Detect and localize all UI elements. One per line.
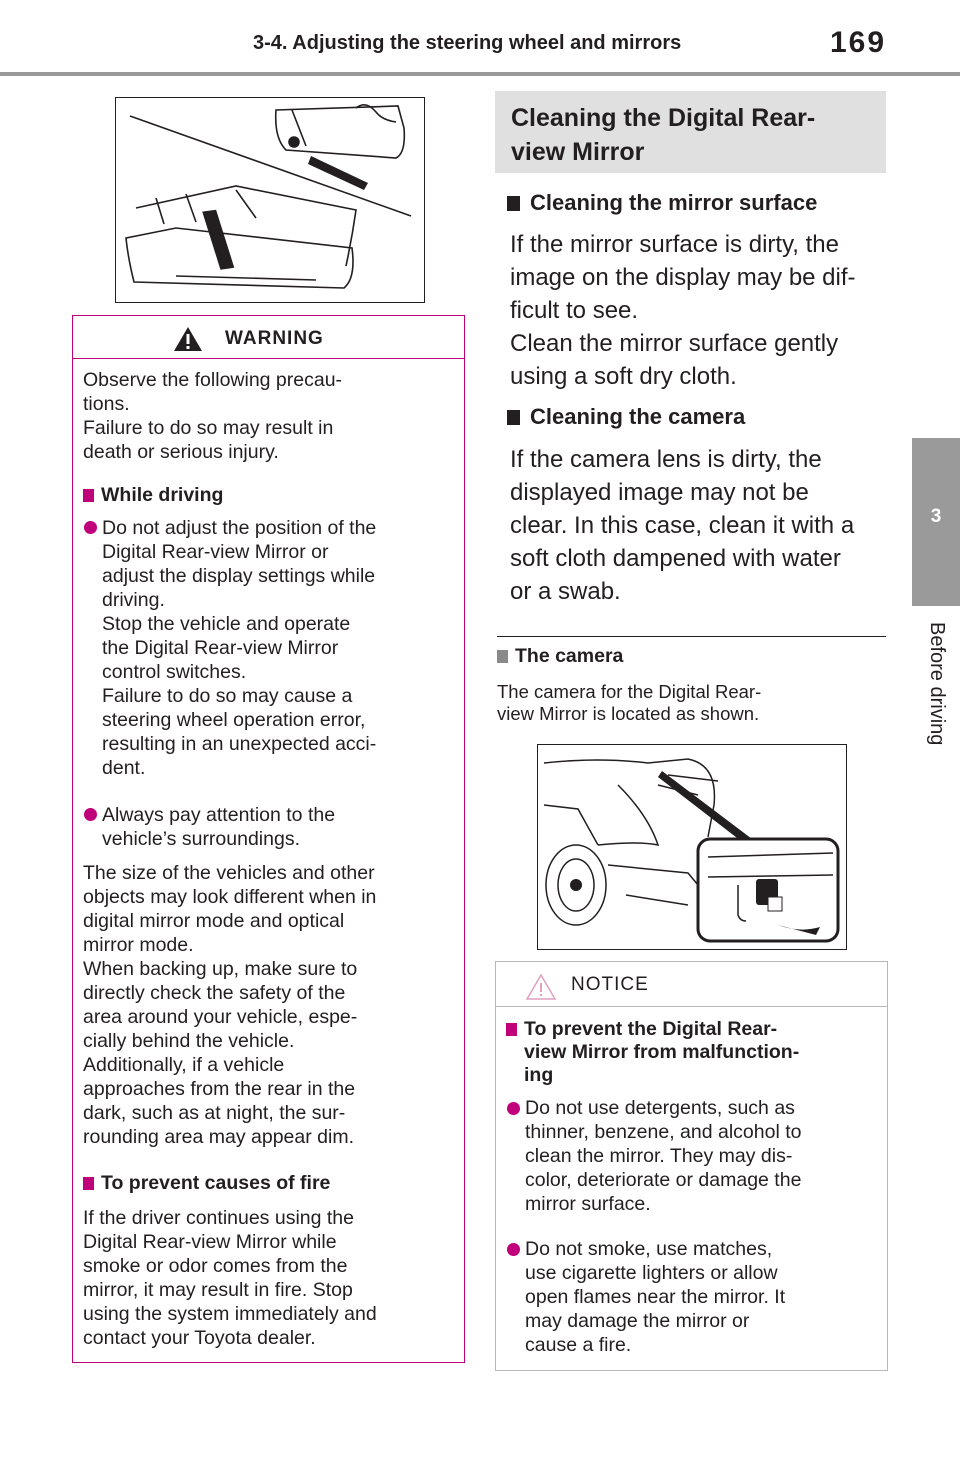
warning-intro: Observe the following precau- tions. Failure to do so may result in death or serious injury. — [83, 369, 343, 463]
subheading-camera: Cleaning the camera — [507, 404, 745, 430]
bullet-dot-icon — [84, 521, 97, 534]
header-rule — [0, 72, 960, 76]
square-bullet-icon — [507, 410, 520, 425]
note-heading: The camera — [497, 645, 623, 668]
notice-box — [495, 961, 888, 1371]
warning-bullet-2: Always pay attention to the vehicle’s surroundings. — [102, 804, 336, 850]
page-number: 169 — [830, 26, 887, 59]
warning-paragraph: The size of the vehicles and other objects may look different when in digital mirror mode and optical mirror mode. When backing up, make sure to directly check the safety of the area around your vehicle, espe- cially behind the vehicle. Additionally, if a vehicle approaches from the rear in the dark, such as at night, the sur- rounding area may appear dim. — [83, 862, 377, 1148]
divider — [497, 636, 886, 637]
warning-box — [72, 315, 465, 1363]
notice-title: NOTICE — [571, 974, 649, 995]
warning-subheading-driving: While driving — [83, 484, 223, 507]
warning-triangle-icon — [173, 326, 203, 352]
square-bullet-icon — [497, 650, 508, 663]
warning-subheading-fire: To prevent causes of fire — [83, 1172, 330, 1195]
warning-bullet-1: Do not adjust the position of the Digital Rear-view Mirror or adjust the display settings while driving. Stop the vehicle and operate the Digital Rear-view Mirror control switches. Failure to do so may cause a steering wheel operation error, resulting in an unexpected acci- dent. — [102, 517, 377, 779]
warning-fire-paragraph: If the driver continues using the Digital Rear-view Mirror while smoke or odor comes from the mirror, it may result in fire. Stop using the system immediately and contact your Toyota dealer. — [83, 1207, 377, 1349]
square-bullet-icon — [507, 196, 520, 211]
section-heading-box — [495, 91, 886, 173]
square-bullet-icon — [83, 1177, 94, 1190]
mirror-illustration — [115, 97, 425, 303]
notice-bullet-2: Do not smoke, use matches, use cigarette lighters or allow open flames near the mirror. It may damage the mirror or cause a fire. — [525, 1238, 786, 1356]
notice-subheading: To prevent the Digital Rear- view Mirror from malfunction- ing — [506, 1018, 799, 1087]
bullet-dot-icon — [507, 1243, 520, 1256]
notice-triangle-icon — [526, 974, 556, 1000]
running-header: 3-4. Adjusting the steering wheel and mirrors — [253, 32, 682, 54]
mirror-surface-text: If the mirror surface is dirty, the image on the display may be dif- ficult to see. Clean the mirror surface gently using a soft dry cloth. — [510, 231, 856, 390]
notice-header — [496, 962, 887, 1007]
warning-title: WARNING — [225, 328, 324, 349]
section-title: Cleaning the Digital Rear- view Mirror — [511, 104, 816, 166]
bullet-dot-icon — [507, 1102, 520, 1115]
square-bullet-icon — [506, 1023, 517, 1036]
chapter-tab — [912, 438, 960, 606]
chapter-label: Before driving — [926, 622, 948, 746]
mirror-drawing — [116, 98, 424, 302]
notice-bullet-1: Do not use detergents, such as thinner, benzene, and alcohol to clean the mirror. They may dis- color, deteriorate or damage the mirror surface. — [525, 1097, 802, 1215]
camera-text: If the camera lens is dirty, the displayed image may not be clear. In this case, clean it with a soft cloth dampened with water or a swab. — [510, 446, 855, 605]
warning-header — [73, 316, 464, 359]
chapter-label-container — [914, 622, 960, 802]
vehicle-camera-illustration — [537, 744, 847, 950]
square-bullet-icon — [83, 489, 94, 502]
note-text: The camera for the Digital Rear- view Mirror is located as shown. — [497, 681, 762, 724]
subheading-mirror-surface: Cleaning the mirror surface — [507, 190, 817, 216]
chapter-number: 3 — [930, 506, 942, 527]
vehicle-drawing — [538, 745, 846, 949]
bullet-dot-icon — [84, 808, 97, 821]
